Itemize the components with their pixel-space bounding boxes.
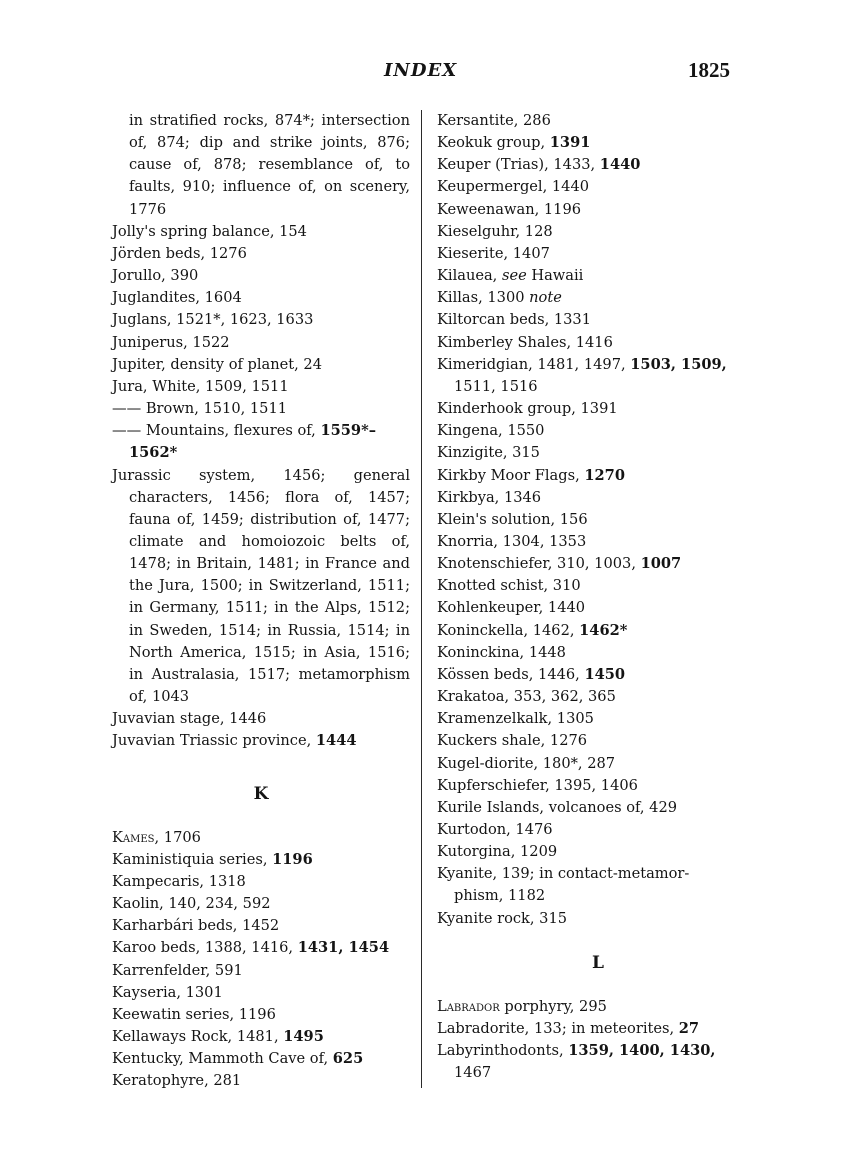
entry-kampecaris: Kampecaris, 1318 bbox=[112, 873, 246, 890]
entry-juvavian-triassic-b: 1444 bbox=[315, 732, 357, 750]
section-letter-l: L bbox=[592, 952, 604, 973]
entry-kirkby-a: Kirkby Moor Flags, bbox=[437, 466, 585, 484]
entry-jorden: Jörden beds, 1276 bbox=[112, 244, 247, 262]
entry-kellaways-b: 1495 bbox=[283, 1028, 324, 1046]
entry-karrenfelder: Karrenfelder, 591 bbox=[112, 961, 243, 979]
entry-juniperus: Juniperus, 1522 bbox=[112, 333, 230, 351]
entry-jollys-spring: Jolly's spring balance, 154 bbox=[112, 222, 307, 240]
entry-kaministiquia bbox=[112, 849, 410, 871]
entry-kaolin: Kaolin, 140, 234, 592 bbox=[112, 895, 271, 913]
entry-kingena: Kingena, 1550 bbox=[437, 422, 545, 440]
entry-keratophyre: Keratophyre, 281 bbox=[112, 1072, 242, 1090]
entry-jurassic-system: Jurassic system, 1456; general characters, 1456; flora of, 1457; fauna of, 1459; distribution of, 1477; climate and homoiozoic belts of, 1478; in Britain, 1481; in France and the Jura, 1500; in Switzerland, 1511; in Germany, 1511; in the Alps, 1512; in Sweden, 1514; in Russia, 1514; in North America, 1515; in Asia, 1516; in Australasia, 1517; metamorphism of, 1043 bbox=[112, 466, 410, 706]
entry-kyanite bbox=[437, 863, 759, 907]
entry-kirkby-b: 1270 bbox=[584, 466, 625, 484]
entry-labradorite bbox=[437, 1018, 759, 1040]
entry-kimeridgian-a: Kimeridgian, 1481, 1497, bbox=[437, 355, 631, 373]
entry-keuper bbox=[437, 154, 759, 176]
entry-jura-white: Jura, White, 1509, 1511 bbox=[112, 377, 289, 395]
entry-kyanite-line-2: phism, 1182 bbox=[454, 887, 546, 905]
entry-juglans bbox=[112, 309, 410, 331]
entry-labrador-rest: porphyry, 295 bbox=[499, 997, 607, 1015]
entry-kilauea-a: Kilauea, bbox=[437, 267, 502, 285]
joints-line-1: in stratified rocks, 874*; intersection of, 874; dip and strike joints, bbox=[129, 112, 410, 152]
entry-kimberley: Kimberley Shales, 1416 bbox=[437, 333, 613, 351]
entry-kramenzelkalk: Kramenzelkalk, 1305 bbox=[437, 710, 594, 728]
running-title: INDEX bbox=[384, 60, 458, 81]
entry-kugel-diorite: Kugel-diorite, 180*, 287 bbox=[437, 754, 616, 772]
entry-knotenschiefer bbox=[437, 553, 759, 575]
entry-kayseria: Kayseria, 1301 bbox=[112, 983, 223, 1001]
entry-kossen-a: Kössen beds, 1446, bbox=[437, 665, 585, 683]
entry-kaministiquia-b: 1196 bbox=[272, 850, 313, 868]
entry-kimeridgian-c: 1511, 1516 bbox=[454, 377, 538, 395]
entry-karharbari: Karharbári beds, 1452 bbox=[112, 917, 280, 935]
entry-juglandites: Juglandites, 1604 bbox=[112, 289, 242, 307]
entry-kaministiquia-a: Kaministiquia series, bbox=[112, 850, 273, 868]
entry-kilauea bbox=[437, 265, 759, 287]
entry-kentucky bbox=[112, 1048, 410, 1070]
entry-kurtodon: Kurtodon, 1476 bbox=[437, 821, 553, 838]
entry-jura-mountains-b: 1559*–1562* bbox=[129, 422, 376, 462]
entry-koninckella-b: 1462* bbox=[579, 621, 628, 639]
joints-line-2: 876; cause of, 878; resemblance of, to faults, 910; influence of, on scenery, 1776 bbox=[129, 134, 410, 218]
left-column bbox=[112, 110, 410, 1093]
entry-knotted-schist: Knotted schist, 310 bbox=[437, 577, 581, 595]
entry-kentucky-a: Kentucky, Mammoth Cave of, bbox=[112, 1050, 333, 1068]
entry-kutorgina: Kutorgina, 1209 bbox=[437, 843, 558, 861]
entry-keokuk-a: Keokuk group, bbox=[437, 134, 550, 152]
entry-kyanite-rock: Kyanite rock, 315 bbox=[437, 909, 568, 927]
right-column bbox=[437, 110, 759, 1085]
entry-kellaways bbox=[112, 1026, 410, 1048]
entry-knorria: Knorria, 1304, 1353 bbox=[437, 532, 587, 550]
entry-krakatoa: Krakatoa, 353, 362, 365 bbox=[437, 688, 616, 706]
entry-keweenawan: Keweenawan, 1196 bbox=[437, 200, 582, 218]
entry-juvavian-triassic bbox=[112, 730, 410, 752]
entry-kossen bbox=[437, 664, 759, 686]
entry-kames-rest: , 1706 bbox=[154, 828, 201, 846]
entry-kilauea-see: see bbox=[501, 267, 527, 285]
entry-kilauea-b: Hawaii bbox=[526, 267, 584, 285]
entry-kuckers: Kuckers shale, 1276 bbox=[437, 732, 588, 750]
entry-kirkby bbox=[437, 465, 759, 487]
entry-kieserite: Kieserite, 1407 bbox=[437, 244, 550, 262]
entry-koninckella bbox=[437, 620, 759, 642]
entry-keuper-a: Keuper (Trias), 1433, bbox=[437, 156, 600, 174]
entry-jura-mountains-a: —— Mountains, flexures of, bbox=[112, 422, 321, 440]
entry-kossen-b: 1450 bbox=[584, 665, 626, 683]
entry-knotenschiefer-b: 1007 bbox=[640, 555, 682, 573]
entry-koninckella-a: Koninckella, 1462, bbox=[437, 621, 580, 639]
page-number: 1825 bbox=[688, 58, 730, 82]
entry-labradorite-b: 27 bbox=[678, 1020, 700, 1038]
entry-jura-brown: —— Brown, 1510, 1511 bbox=[112, 400, 288, 418]
entry-kupferschiefer: Kupferschiefer, 1395, 1406 bbox=[437, 776, 638, 794]
entry-juvavian-stage: Juvavian stage, 1446 bbox=[112, 710, 267, 728]
entry-killas bbox=[437, 287, 759, 309]
entry-juvavian-triassic-a: Juvavian Triassic province, bbox=[112, 732, 316, 750]
section-letter-k: K bbox=[253, 783, 269, 804]
entry-kinzigite: Kinzigite, 315 bbox=[437, 444, 540, 462]
entry-kyanite-line-1: Kyanite, 139; in contact-metamor- bbox=[437, 865, 690, 883]
entry-karoo bbox=[112, 937, 410, 959]
entry-knotenschiefer-a: Knotenschiefer, 310, 1003, bbox=[437, 555, 641, 573]
entry-kiltorcan: Kiltorcan beds, 1331 bbox=[437, 311, 592, 329]
entry-kersantite: Kersantite, 286 bbox=[437, 112, 551, 129]
entry-kieselguhr: Kieselguhr, 128 bbox=[437, 222, 553, 240]
entry-keewatin: Keewatin series, 1196 bbox=[112, 1005, 276, 1023]
continued-entry-joints bbox=[112, 110, 410, 221]
entry-killas-note: note bbox=[529, 289, 562, 307]
entry-keuper-b: 1440 bbox=[599, 156, 641, 174]
entry-juglans-b: , 1623, 1633 bbox=[220, 311, 314, 329]
entry-keokuk bbox=[437, 132, 759, 154]
entry-jura-mountains bbox=[112, 420, 410, 464]
entry-labrador-sc: Labrador bbox=[437, 997, 500, 1015]
entry-kimeridgian-b: 1503, 1509, bbox=[630, 355, 727, 373]
column-divider bbox=[421, 110, 422, 1088]
entry-kames-sc: Kames bbox=[112, 828, 155, 846]
entry-jupiter: Jupiter, density of planet, 24 bbox=[112, 355, 322, 373]
entry-kohlenkeuper: Kohlenkeuper, 1440 bbox=[437, 599, 586, 617]
entry-kinderhook: Kinderhook group, 1391 bbox=[437, 400, 618, 418]
entry-kentucky-b: 625 bbox=[332, 1050, 364, 1068]
entry-kames bbox=[112, 827, 410, 849]
entry-labyrinthodonts bbox=[437, 1040, 759, 1084]
entry-keupermergel: Keupermergel, 1440 bbox=[437, 178, 590, 196]
entry-karoo-b: 1431, 1454 bbox=[297, 939, 390, 957]
entry-koninckina: Koninckina, 1448 bbox=[437, 643, 566, 661]
entry-labyrinthodonts-a: Labyrinthodonts, bbox=[437, 1042, 569, 1060]
entry-karoo-a: Karoo beds, 1388, 1416, bbox=[112, 939, 298, 957]
entry-labyrinthodonts-b: 1359, 1400, 1430, bbox=[568, 1042, 716, 1060]
entry-juglans-a: Juglans, 1521* bbox=[112, 311, 221, 329]
entry-jorullo: Jorullo, 390 bbox=[112, 267, 199, 285]
entry-labrador bbox=[437, 996, 759, 1018]
entry-kurile: Kurile Islands, volcanoes of, 429 bbox=[437, 798, 678, 816]
entry-labradorite-a: Labradorite, 133; in meteorites, bbox=[437, 1020, 679, 1038]
entry-kirkbya: Kirkbya, 1346 bbox=[437, 488, 542, 506]
entry-kleins: Klein's solution, 156 bbox=[437, 510, 588, 528]
entry-kimeridgian bbox=[437, 354, 759, 398]
entry-labyrinthodonts-c: 1467 bbox=[454, 1064, 492, 1082]
entry-keokuk-b: 1391 bbox=[549, 134, 591, 152]
entry-kellaways-a: Kellaways Rock, 1481, bbox=[112, 1028, 284, 1046]
entry-killas-a: Killas, 1300 bbox=[437, 289, 530, 307]
